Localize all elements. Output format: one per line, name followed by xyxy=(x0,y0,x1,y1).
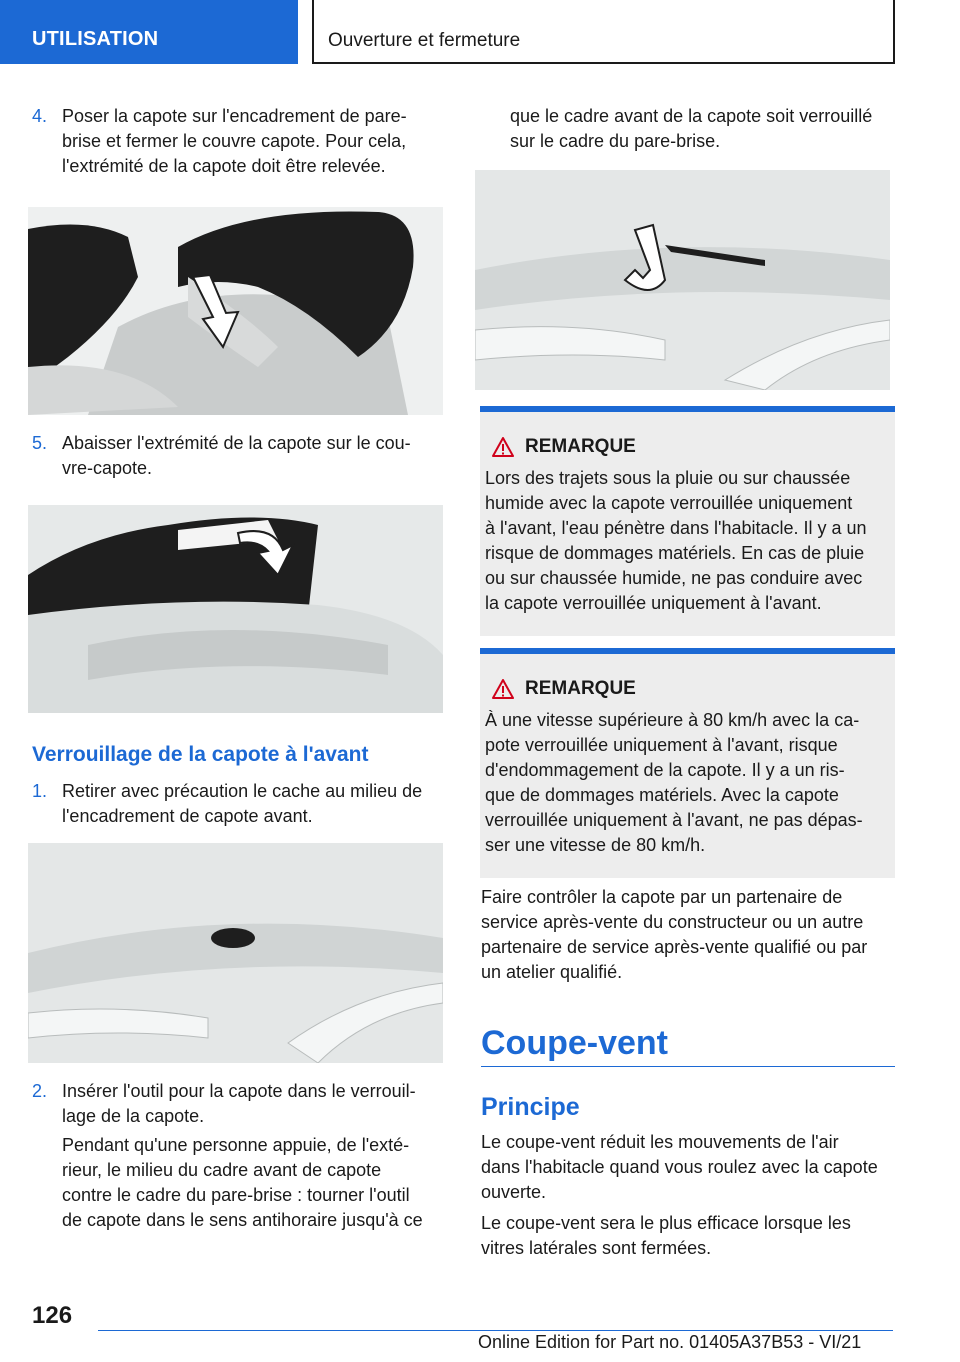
text-line: dans l'habitacle quand vous roulez avec la capote xyxy=(481,1157,878,1177)
note-body xyxy=(485,708,890,858)
step-line: Insérer l'outil pour la capote dans le verrouil- xyxy=(62,1081,416,1101)
step-2-end xyxy=(510,104,900,154)
step-text xyxy=(62,104,407,179)
page-number: 126 xyxy=(32,1302,73,1329)
step-text xyxy=(62,1079,416,1129)
step-line: l'extrémité de la capote doit être relevée. xyxy=(62,156,386,176)
section-heading-lock-front: Verrouillage de la capote à l'avant xyxy=(32,743,369,766)
text-line: de capote dans le sens antihoraire jusqu'à ce xyxy=(62,1210,423,1230)
step-line: brise et fermer le couvre capote. Pour cela, xyxy=(62,131,407,151)
heading-rule xyxy=(481,1066,895,1067)
note-line: risque de dommages matériels. En cas de pluie xyxy=(485,543,865,563)
step-line: Retirer avec précaution le cache au milieu de xyxy=(62,781,423,801)
note-line: À une vitesse supérieure à 80 km/h avec la ca- xyxy=(485,710,860,730)
note-line: d'endommagement de la capote. Il y a un ris- xyxy=(485,760,845,780)
heading-principe: Principe xyxy=(481,1093,580,1121)
soft-top-raised-drawing xyxy=(28,207,443,415)
note-body xyxy=(485,466,890,616)
text-line: Pendant qu'une personne appuie, de l'exté- xyxy=(62,1135,410,1155)
text-line: service après-vente du constructeur ou un autre xyxy=(481,912,864,932)
warning-triangle-icon xyxy=(492,678,514,700)
note-title: REMARQUE xyxy=(525,436,636,457)
illustration-lock-tool xyxy=(475,170,890,390)
header-section-tab xyxy=(0,0,298,64)
text-line: que le cadre avant de la capote soit verrouillé xyxy=(510,106,873,126)
soft-top-lowered-drawing xyxy=(28,505,443,713)
text-line: Le coupe-vent sera le plus efficace lorsque les xyxy=(481,1213,851,1233)
note-line: la capote verrouillée uniquement à l'avant. xyxy=(485,593,822,613)
step-number: 2. xyxy=(32,1081,48,1101)
step-line: vre-capote. xyxy=(62,458,153,478)
header-chapter-label: Ouverture et fermeture xyxy=(328,30,521,51)
step-number: 5. xyxy=(32,433,48,453)
text-line: Faire contrôler la capote par un partenaire de xyxy=(481,887,843,907)
illustration-soft-top-lowered xyxy=(28,505,443,713)
note-line: que de dommages matériels. Avec la capote xyxy=(485,785,839,805)
header-chapter-box xyxy=(312,0,895,64)
text-line: rieur, le milieu du cadre avant de capote xyxy=(62,1160,382,1180)
note-line: ser une vitesse de 80 km/h. xyxy=(485,835,706,855)
step-line: lage de la capote. xyxy=(62,1106,205,1126)
principe-paragraph-2 xyxy=(481,1211,901,1261)
text-line: partenaire de service après-vente qualifié ou par xyxy=(481,937,868,957)
note-line: ou sur chaussée humide, ne pas conduire avec xyxy=(485,568,863,588)
text-line: vitres latérales sont fermées. xyxy=(481,1238,712,1258)
footer-rule xyxy=(98,1330,893,1331)
footer-edition: Online Edition for Part no. 01405A37B53 - VI/21 xyxy=(478,1332,862,1352)
step-line: Abaisser l'extrémité de la capote sur le cou- xyxy=(62,433,411,453)
note-line: à l'avant, l'eau pénètre dans l'habitacle. Il y a un xyxy=(485,518,867,538)
step-text xyxy=(62,431,411,481)
text-line: ouverte. xyxy=(481,1182,547,1202)
step-line: l'encadrement de capote avant. xyxy=(62,806,313,826)
note-line: verrouillée uniquement à l'avant, ne pas dépas- xyxy=(485,810,863,830)
lock-tool-drawing xyxy=(475,170,890,390)
header-section-label: UTILISATION xyxy=(32,28,159,50)
note-line: pote verrouillée uniquement à l'avant, risque xyxy=(485,735,838,755)
note-line: humide avec la capote verrouillée uniquement xyxy=(485,493,853,513)
step-line: Poser la capote sur l'encadrement de pare- xyxy=(62,106,407,126)
step-number: 1. xyxy=(32,781,48,801)
note-box-speed xyxy=(480,648,895,878)
front-cover-drawing xyxy=(28,843,443,1063)
note-box-rain xyxy=(480,406,895,636)
note-line: Lors des trajets sous la pluie ou sur chaussée xyxy=(485,468,851,488)
text-line: contre le cadre du pare-brise : tourner l'outil xyxy=(62,1185,410,1205)
principe-paragraph-1 xyxy=(481,1130,901,1205)
heading-coupe-vent: Coupe-vent xyxy=(481,1024,668,1062)
text-line: Le coupe-vent réduit les mouvements de l'air xyxy=(481,1132,839,1152)
step-2-continuation xyxy=(62,1133,452,1233)
service-paragraph xyxy=(481,885,901,985)
illustration-front-cover xyxy=(28,843,443,1063)
step-number: 4. xyxy=(32,106,48,126)
text-line: un atelier qualifié. xyxy=(481,962,623,982)
illustration-soft-top-raised xyxy=(28,207,443,415)
note-title: REMARQUE xyxy=(525,678,636,699)
warning-triangle-icon xyxy=(492,436,514,458)
text-line: sur le cadre du pare-brise. xyxy=(510,131,721,151)
step-text xyxy=(62,779,422,829)
